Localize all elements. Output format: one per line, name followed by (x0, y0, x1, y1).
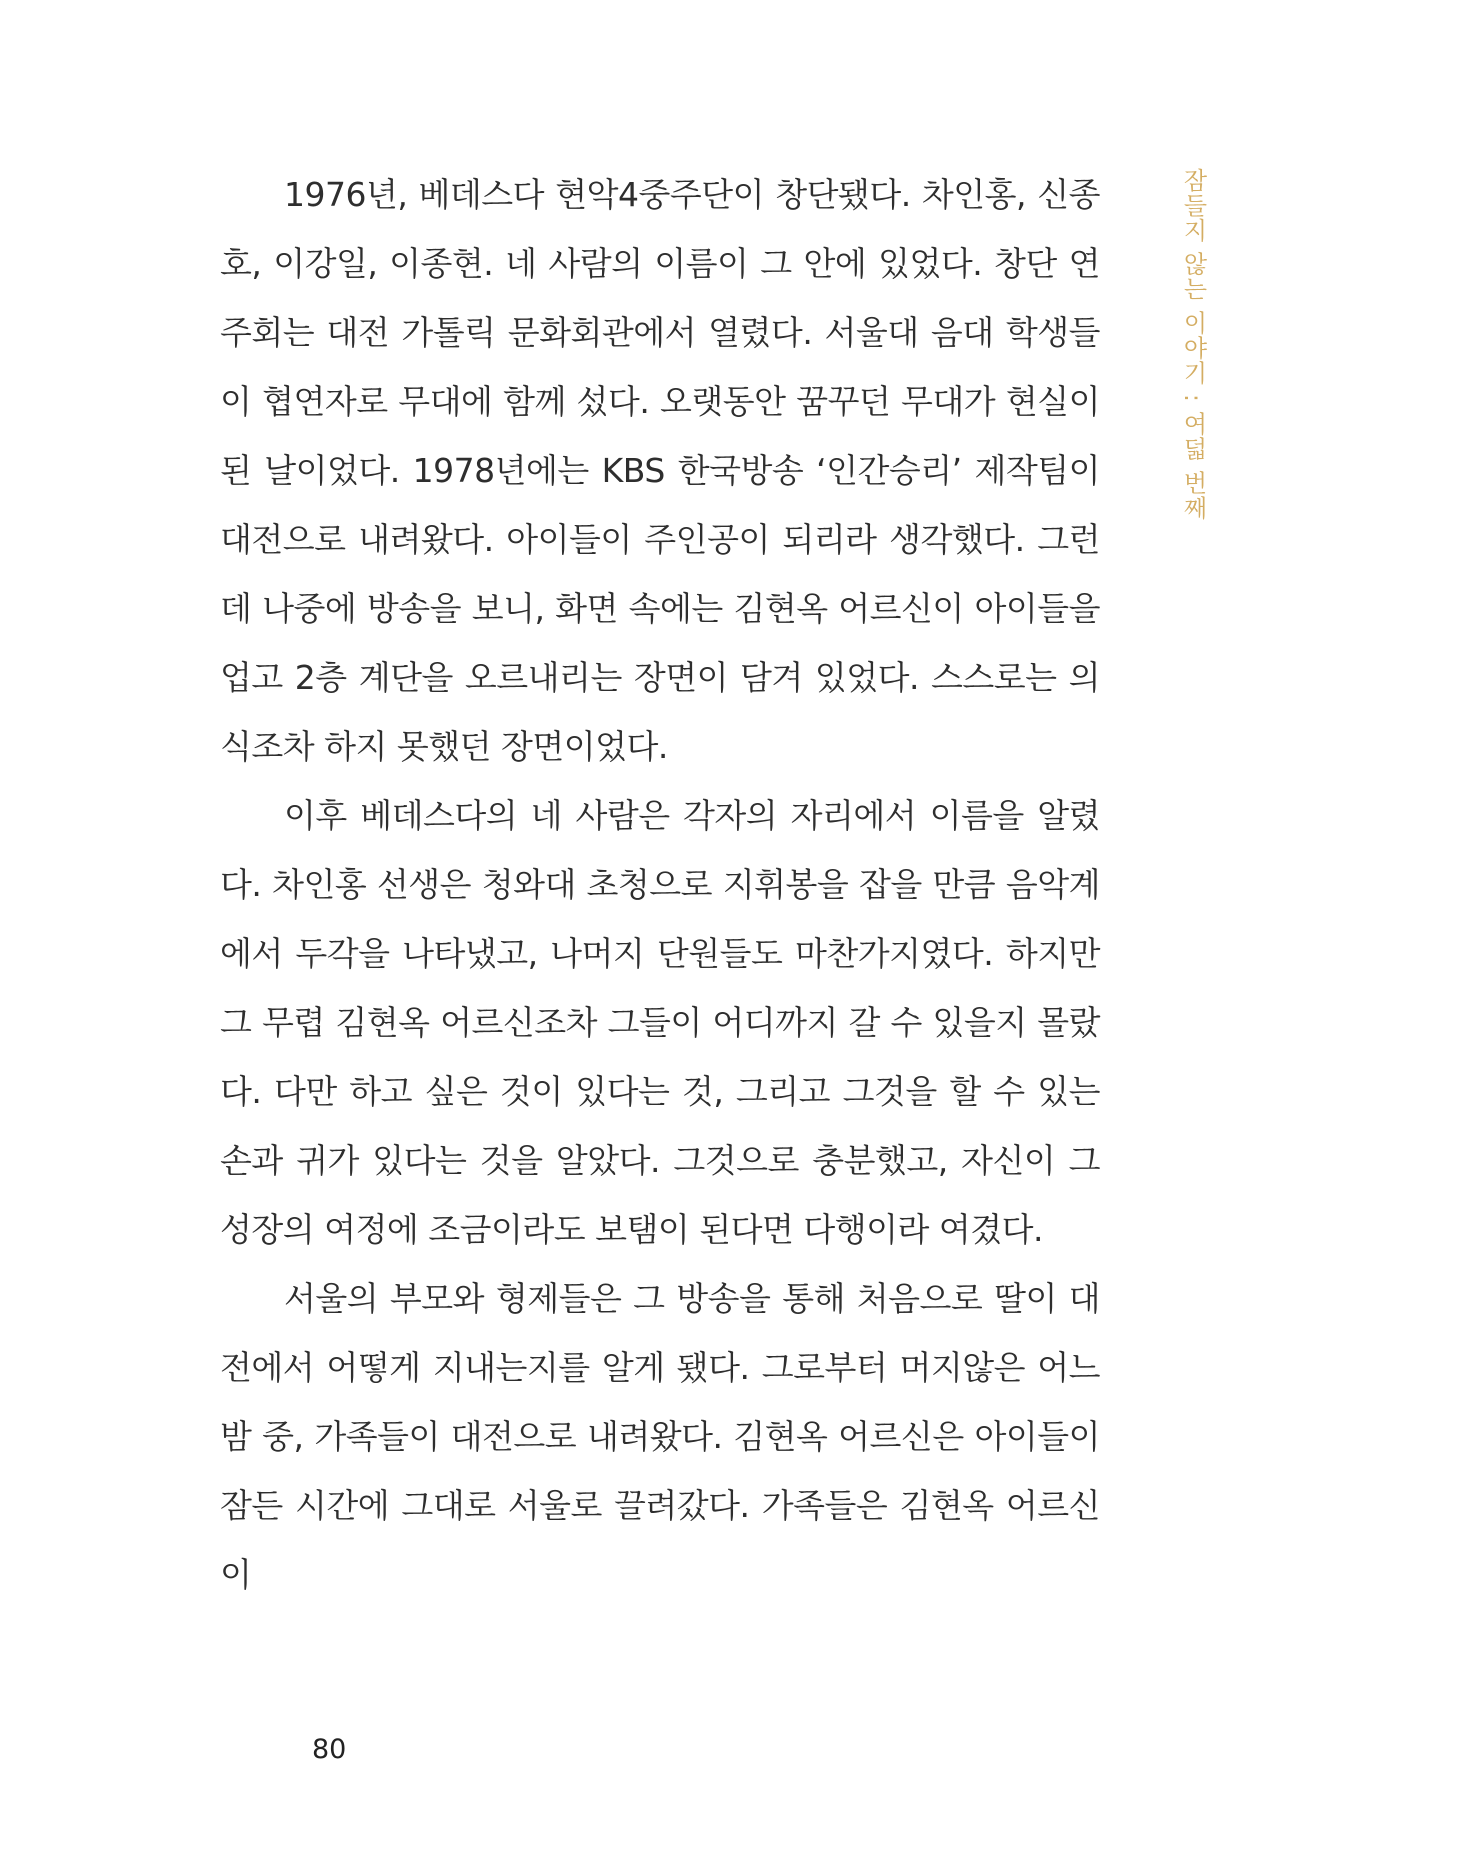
paragraph-1: 1976년, 베데스다 현악4중주단이 창단됐다. 차인홍, 신종호, 이강일, 이종현. 네 사람의 이름이 그 안에 있었다. 창단 연주회는 대전 가톨릭 문화회관에서 열렸다. 서울대 음대 학생들이 협연자로 무대에 함께 섰다. 오랫동안 꿈꾸던 무대가 현실이 된 날이었다. 1978년에는 KBS 한국방송 ‘인간승리’ 제작팀이 대전으로 내려왔다. 아이들이 주인공이 되리라 생각했다. 그런데 나중에 방송을 보니, 화면 속에는 김현옥 어르신이 아이들을 업고 2층 계단을 오르내리는 장면이 담겨 있었다. 스스로는 의식조차 하지 못했던 장면이었다. (220, 175, 1100, 766)
paragraph-3: 서울의 부모와 형제들은 그 방송을 통해 처음으로 딸이 대전에서 어떻게 지내는지를 알게 됐다. 그로부터 머지않은 어느 밤 중, 가족들이 대전으로 내려왔다. 김현옥 어르신은 아이들이 잠든 시간에 그대로 서울로 끌려갔다. 가족들은 김현옥 어르신이 (220, 1279, 1100, 1594)
body-text (220, 160, 1100, 1609)
page-number: 80 (312, 1734, 347, 1765)
running-head: 잠들지 않는 이야기 : 여덟 번째 (1179, 168, 1207, 521)
paragraph-2: 이후 베데스다의 네 사람은 각자의 자리에서 이름을 알렸다. 차인홍 선생은 청와대 초청으로 지휘봉을 잡을 만큼 음악계에서 두각을 나타냈고, 나머지 단원들도 마찬가지였다. 하지만 그 무렵 김현옥 어르신조차 그들이 어디까지 갈 수 있을지 몰랐다. 다만 하고 싶은 것이 있다는 것, 그리고 그것을 할 수 있는 손과 귀가 있다는 것을 알았다. 그것으로 충분했고, 자신이 그 성장의 여정에 조금이라도 보탬이 된다면 다행이라 여겼다. (220, 796, 1100, 1249)
